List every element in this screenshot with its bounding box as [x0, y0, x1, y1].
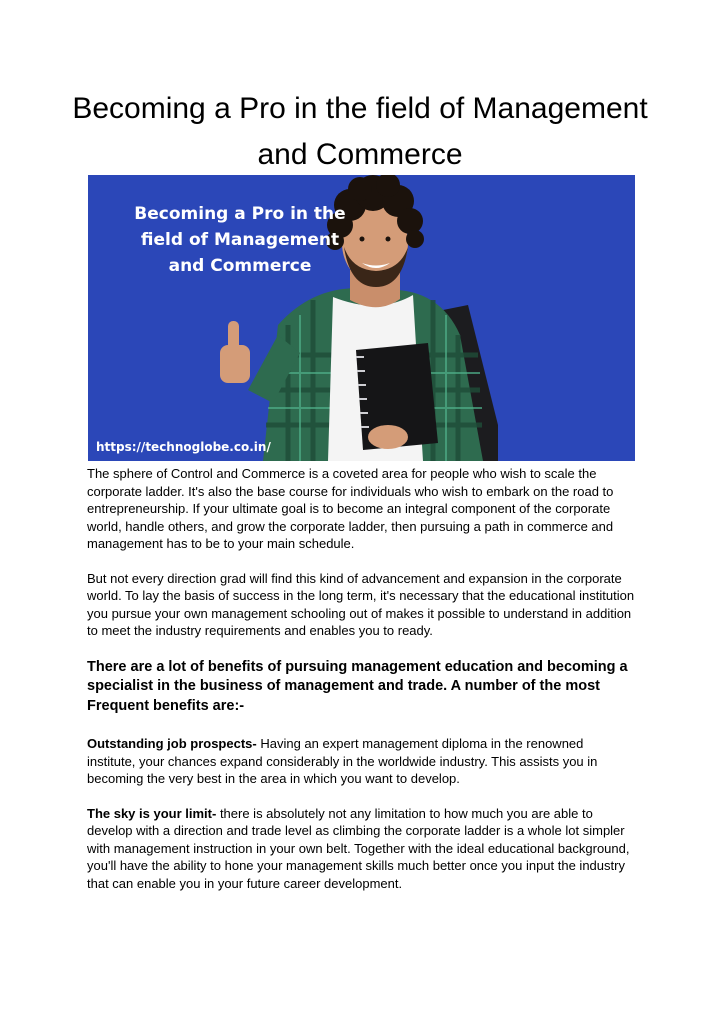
body-paragraph: But not every direction grad will find this kind of advancement and expansion in the corporate world. To lay the basis of success in the long term, it's necessary that the educational institution you pursue your own management schooling out of makes it possible to understand in addition to meet the industry requirements and enables you to ready.	[87, 570, 635, 638]
hero-url: https://technoglobe.co.in/	[96, 440, 271, 454]
article-body	[87, 465, 635, 892]
hero-title-line: Becoming a Pro in the	[134, 204, 346, 224]
page-title: Becoming a Pro in the field of Management and Commerce	[72, 92, 648, 171]
benefit-text: Having an expert management diploma in the renowned institute, your chances expand considerably in the worldwide industry. This assists you in becoming the very best in the area in which you want to develop.	[87, 736, 598, 786]
benefit-paragraph	[87, 805, 635, 893]
body-paragraph: The sphere of Control and Commerce is a coveted area for people who wish to scale the corporate ladder. It's also the base course for individuals who wish to embark on the road to entrepreneurship. If your ultimate goal is to become an integral component of the corporate world, handle others, and grow the corporate ladder, then pursuing a path in commerce and management has to be to your main schedule.	[87, 466, 614, 551]
hero-title-line: field of Management	[140, 230, 340, 250]
hero-title-line: and Commerce	[168, 256, 312, 276]
benefit-lead: Outstanding job prospects-	[87, 736, 257, 751]
hero-banner-image	[88, 175, 635, 461]
section-subheading: There are a lot of benefits of pursuing management education and becoming a specialist in the business of management and trade. A number of the most Frequent benefits are:-	[87, 658, 628, 714]
benefit-text: there is absolutely not any limitation to how much you are able to develop with a direction and trade level as climbing the corporate ladder is a whole lot simpler with management instruction in your own belt. Together with the ideal educational background, you'll have the ability to hone your management skills much better once you input the industry that can enable you in your future career development.	[87, 805, 630, 891]
benefit-lead: The sky is your limit-	[87, 805, 217, 821]
hero-title	[88, 201, 392, 279]
benefit-paragraph	[87, 735, 635, 788]
